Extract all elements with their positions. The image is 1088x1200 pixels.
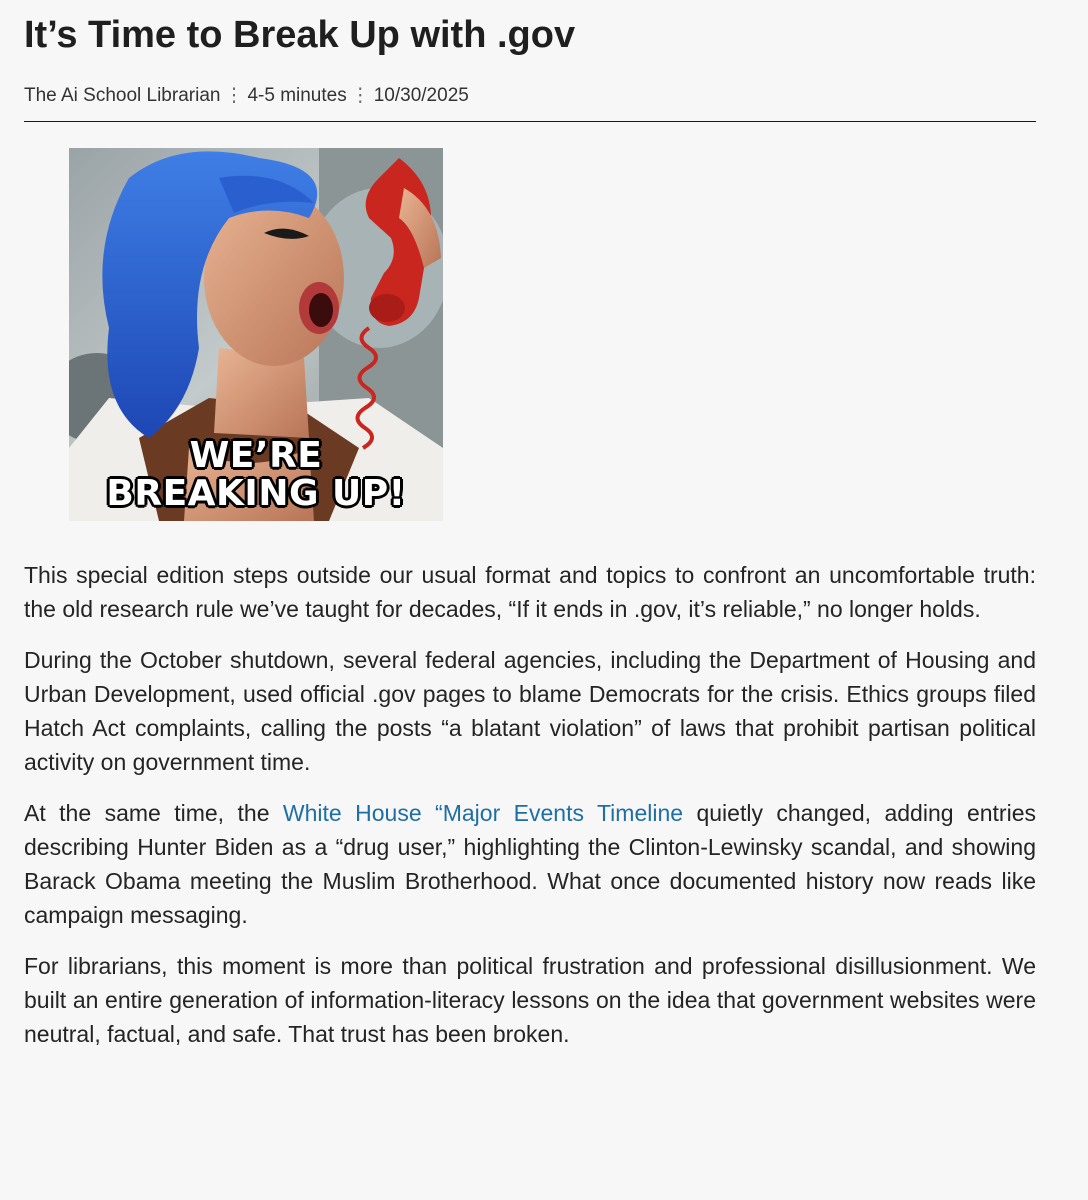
publish-date: 10/30/2025 <box>373 85 469 106</box>
paragraph-shutdown: During the October shutdown, several federal agencies, including the Department of Housing and Urban Development, used official .gov pages to blame Democrats for the crisis. Ethics groups filed Hatch Act complaints, calling the posts “a blatant violation” of laws that prohibit partisan political activity on government time. <box>24 647 1036 775</box>
meta-separator: ⋮ <box>350 85 370 106</box>
white-house-timeline-link[interactable]: White House “Major Events Timeline <box>282 800 684 826</box>
paragraph-timeline <box>24 796 1036 932</box>
read-time: 4-5 minutes <box>247 85 347 106</box>
image-caption-line1: WE’RE <box>189 435 323 476</box>
paragraph-intro: This special edition steps outside our usual format and topics to confront an uncomfortable truth: the old research rule we’ve taught for decades, “If it ends in .gov, it’s reliable,” no longer holds. <box>24 562 1036 622</box>
paragraph-text: quietly changed, adding entries describing Hunter Biden as a “drug user,” highlighting the Clinton-Lewinsky scandal, and showing Barack Obama meeting the Muslim Brotherhood. What once documented history now reads like campaign messaging. <box>24 800 1036 928</box>
hero-image <box>69 148 443 521</box>
meta-separator: ⋮ <box>224 85 244 106</box>
author-name: The Ai School Librarian <box>24 85 221 106</box>
paragraph-librarians: For librarians, this moment is more than political frustration and professional disillusionment. We built an entire generation of information-literacy lessons on the idea that government websites were neutral, factual, and safe. That trust has been broken. <box>24 953 1036 1047</box>
article-meta <box>24 84 1036 122</box>
paragraph-text: At the same time, the <box>24 800 283 826</box>
article <box>24 0 1036 1051</box>
article-title: It’s Time to Break Up with .gov <box>24 14 576 56</box>
image-caption-line2: BREAKING UP! <box>106 473 406 514</box>
